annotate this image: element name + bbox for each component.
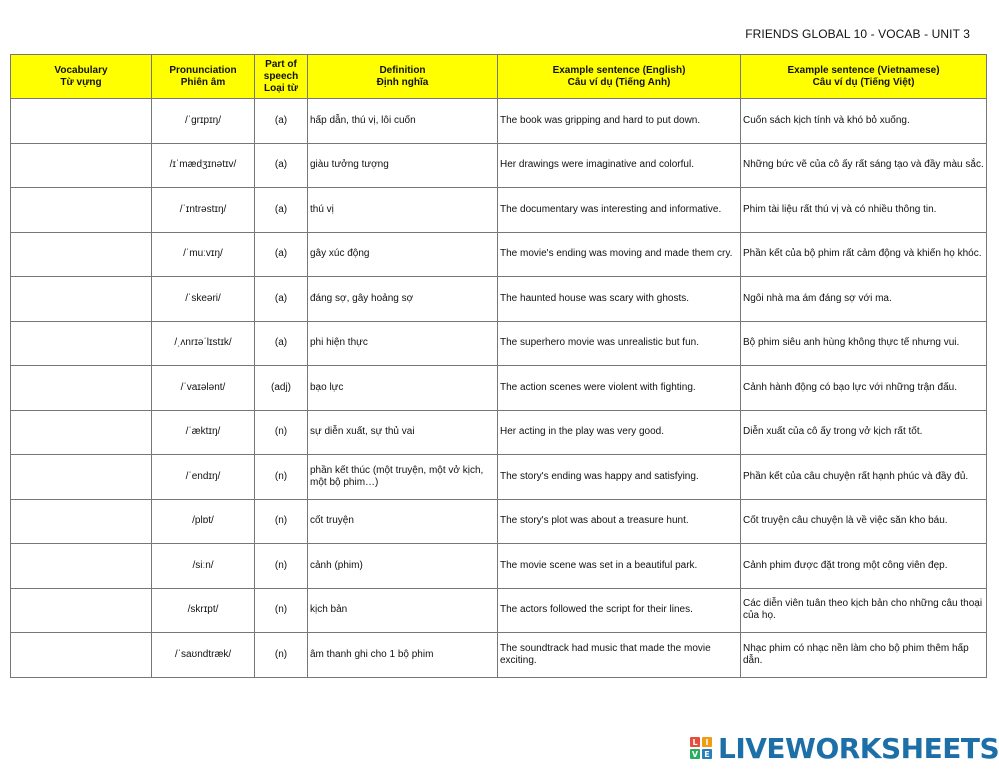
vocab-cell[interactable] (11, 588, 152, 633)
definition-cell: bạo lực (308, 366, 498, 411)
column-header-line: Pronunciation (169, 64, 237, 76)
brand-name: LIVEWORKSHEETS (718, 731, 999, 765)
example-vietnamese-cell: Ngôi nhà ma ám đáng sợ với ma. (741, 277, 987, 322)
pronunciation-cell: /ɪˈmædʒɪnətɪv/ (152, 143, 255, 188)
definition-cell: hấp dẫn, thú vị, lôi cuốn (308, 99, 498, 144)
example-english-cell: The action scenes were violent with fighting. (498, 366, 741, 411)
example-vietnamese-cell: Các diễn viên tuân theo kịch bản cho những câu thoại của họ. (741, 588, 987, 633)
table-row (11, 366, 987, 411)
vocab-cell[interactable] (11, 499, 152, 544)
vocab-cell[interactable] (11, 321, 152, 366)
vocab-cell[interactable] (11, 188, 152, 233)
pronunciation-cell: /ˈskeəri/ (152, 277, 255, 322)
column-header-example-vietnamese (741, 55, 987, 99)
column-header-line: Part of (265, 58, 297, 70)
liveworksheets-mark-icon (690, 737, 712, 759)
definition-cell: giàu tưởng tượng (308, 143, 498, 188)
definition-cell: âm thanh ghi cho 1 bộ phim (308, 633, 498, 678)
column-header-line: Phiên âm (180, 76, 226, 88)
pronunciation-cell: /skrɪpt/ (152, 588, 255, 633)
part-of-speech-cell: (a) (255, 188, 308, 233)
example-vietnamese-cell: Phần kết của bộ phim rất cảm động và khiến họ khóc. (741, 232, 987, 277)
part-of-speech-cell: (n) (255, 499, 308, 544)
table-row (11, 588, 987, 633)
example-english-cell: The superhero movie was unrealistic but fun. (498, 321, 741, 366)
column-header-line: Vocabulary (54, 64, 108, 76)
vocab-table (10, 54, 987, 678)
column-header-vocabulary (11, 55, 152, 99)
vocab-cell[interactable] (11, 277, 152, 322)
brand-mark-tile: L (690, 737, 700, 747)
definition-cell: cốt truyện (308, 499, 498, 544)
vocab-cell[interactable] (11, 366, 152, 411)
definition-cell: sự diễn xuất, sự thủ vai (308, 410, 498, 455)
vocab-cell[interactable] (11, 455, 152, 500)
example-english-cell: The soundtrack had music that made the movie exciting. (498, 633, 741, 678)
header-row (11, 55, 987, 99)
example-english-cell: Her acting in the play was very good. (498, 410, 741, 455)
example-vietnamese-cell: Bộ phim siêu anh hùng không thực tế nhưng vui. (741, 321, 987, 366)
example-english-cell: The haunted house was scary with ghosts. (498, 277, 741, 322)
table-row (11, 277, 987, 322)
example-english-cell: The story's plot was about a treasure hunt. (498, 499, 741, 544)
pronunciation-cell: /ˈsaʊndtræk/ (152, 633, 255, 678)
column-header-line: Câu ví dụ (Tiếng Việt) (812, 76, 915, 88)
definition-cell: gây xúc động (308, 232, 498, 277)
definition-cell: phi hiện thực (308, 321, 498, 366)
example-english-cell: The book was gripping and hard to put down. (498, 99, 741, 144)
pronunciation-cell: /ˈɡrɪpɪŋ/ (152, 99, 255, 144)
part-of-speech-cell: (n) (255, 544, 308, 589)
pronunciation-cell: /plɒt/ (152, 499, 255, 544)
part-of-speech-cell: (n) (255, 588, 308, 633)
example-english-cell: Her drawings were imaginative and colorful. (498, 143, 741, 188)
part-of-speech-cell: (a) (255, 99, 308, 144)
column-header-part-of-speech (255, 55, 308, 99)
vocab-cell[interactable] (11, 99, 152, 144)
definition-cell: kịch bản (308, 588, 498, 633)
example-vietnamese-cell: Diễn xuất của cô ấy trong vở kịch rất tốt. (741, 410, 987, 455)
column-header-line: speech (263, 70, 299, 82)
part-of-speech-cell: (a) (255, 277, 308, 322)
table-body (11, 99, 987, 678)
example-vietnamese-cell: Cảnh hành động có bạo lực với những trận đấu. (741, 366, 987, 411)
table-row (11, 633, 987, 678)
example-vietnamese-cell: Nhạc phim có nhạc nền làm cho bộ phim thêm hấp dẫn. (741, 633, 987, 678)
table-row (11, 99, 987, 144)
example-english-cell: The story's ending was happy and satisfying. (498, 455, 741, 500)
column-header-example-english (498, 55, 741, 99)
pronunciation-cell: /ˈendɪŋ/ (152, 455, 255, 500)
definition-cell: cảnh (phim) (308, 544, 498, 589)
vocab-cell[interactable] (11, 143, 152, 188)
page-title: FRIENDS GLOBAL 10 - VOCAB - UNIT 3 (745, 27, 970, 41)
pronunciation-cell: /ˈɪntrəstɪŋ/ (152, 188, 255, 233)
table-row (11, 455, 987, 500)
column-header-line: Từ vựng (60, 76, 102, 88)
part-of-speech-cell: (adj) (255, 366, 308, 411)
example-vietnamese-cell: Những bức vẽ của cô ấy rất sáng tạo và đầy màu sắc. (741, 143, 987, 188)
brand-mark-tile: V (691, 749, 699, 759)
example-english-cell: The movie's ending was moving and made them cry. (498, 232, 741, 277)
column-header-line: Example sentence (Vietnamese) (787, 64, 940, 76)
table-row (11, 410, 987, 455)
column-header-line: Definition (379, 64, 426, 76)
column-header-definition (308, 55, 498, 99)
pronunciation-cell: /ˈmuːvɪŋ/ (152, 232, 255, 277)
example-vietnamese-cell: Cuốn sách kịch tính và khó bỏ xuống. (741, 99, 987, 144)
pronunciation-cell: /siːn/ (152, 544, 255, 589)
table-row (11, 321, 987, 366)
part-of-speech-cell: (n) (255, 455, 308, 500)
example-vietnamese-cell: Phần kết của câu chuyện rất hạnh phúc và đầy đủ. (741, 455, 987, 500)
example-vietnamese-cell: Cốt truyện câu chuyện là về việc săn kho báu. (741, 499, 987, 544)
vocab-cell[interactable] (11, 232, 152, 277)
part-of-speech-cell: (a) (255, 143, 308, 188)
pronunciation-cell: /ˈvaɪələnt/ (152, 366, 255, 411)
vocab-cell[interactable] (11, 410, 152, 455)
part-of-speech-cell: (n) (255, 633, 308, 678)
column-header-line: Câu ví dụ (Tiếng Anh) (567, 76, 671, 88)
table-row (11, 544, 987, 589)
part-of-speech-cell: (n) (255, 410, 308, 455)
part-of-speech-cell: (a) (255, 321, 308, 366)
example-english-cell: The documentary was interesting and informative. (498, 188, 741, 233)
column-header-line: Loại từ (264, 82, 298, 94)
table-row (11, 232, 987, 277)
pronunciation-cell: /ˈæktɪŋ/ (152, 410, 255, 455)
definition-cell: phần kết thúc (một truyện, một vở kịch, một bộ phim…) (308, 455, 498, 500)
brand-mark-tile: E (702, 749, 712, 759)
example-english-cell: The movie scene was set in a beautiful park. (498, 544, 741, 589)
column-header-line: Example sentence (English) (552, 64, 686, 76)
vocab-cell[interactable] (11, 544, 152, 589)
column-header-pronunciation (152, 55, 255, 99)
table-header (11, 55, 987, 99)
table-row (11, 143, 987, 188)
liveworksheets-logo (690, 731, 999, 765)
example-english-cell: The actors followed the script for their lines. (498, 588, 741, 633)
definition-cell: thú vị (308, 188, 498, 233)
example-vietnamese-cell: Cảnh phim được đặt trong một công viên đẹp. (741, 544, 987, 589)
table-row (11, 188, 987, 233)
example-vietnamese-cell: Phim tài liệu rất thú vị và có nhiều thông tin. (741, 188, 987, 233)
vocab-cell[interactable] (11, 633, 152, 678)
definition-cell: đáng sợ, gây hoảng sợ (308, 277, 498, 322)
part-of-speech-cell: (a) (255, 232, 308, 277)
table-row (11, 499, 987, 544)
brand-mark-tile: I (702, 737, 712, 747)
column-header-line: Định nghĩa (376, 76, 429, 88)
pronunciation-cell: /ˌʌnrɪəˈlɪstɪk/ (152, 321, 255, 366)
